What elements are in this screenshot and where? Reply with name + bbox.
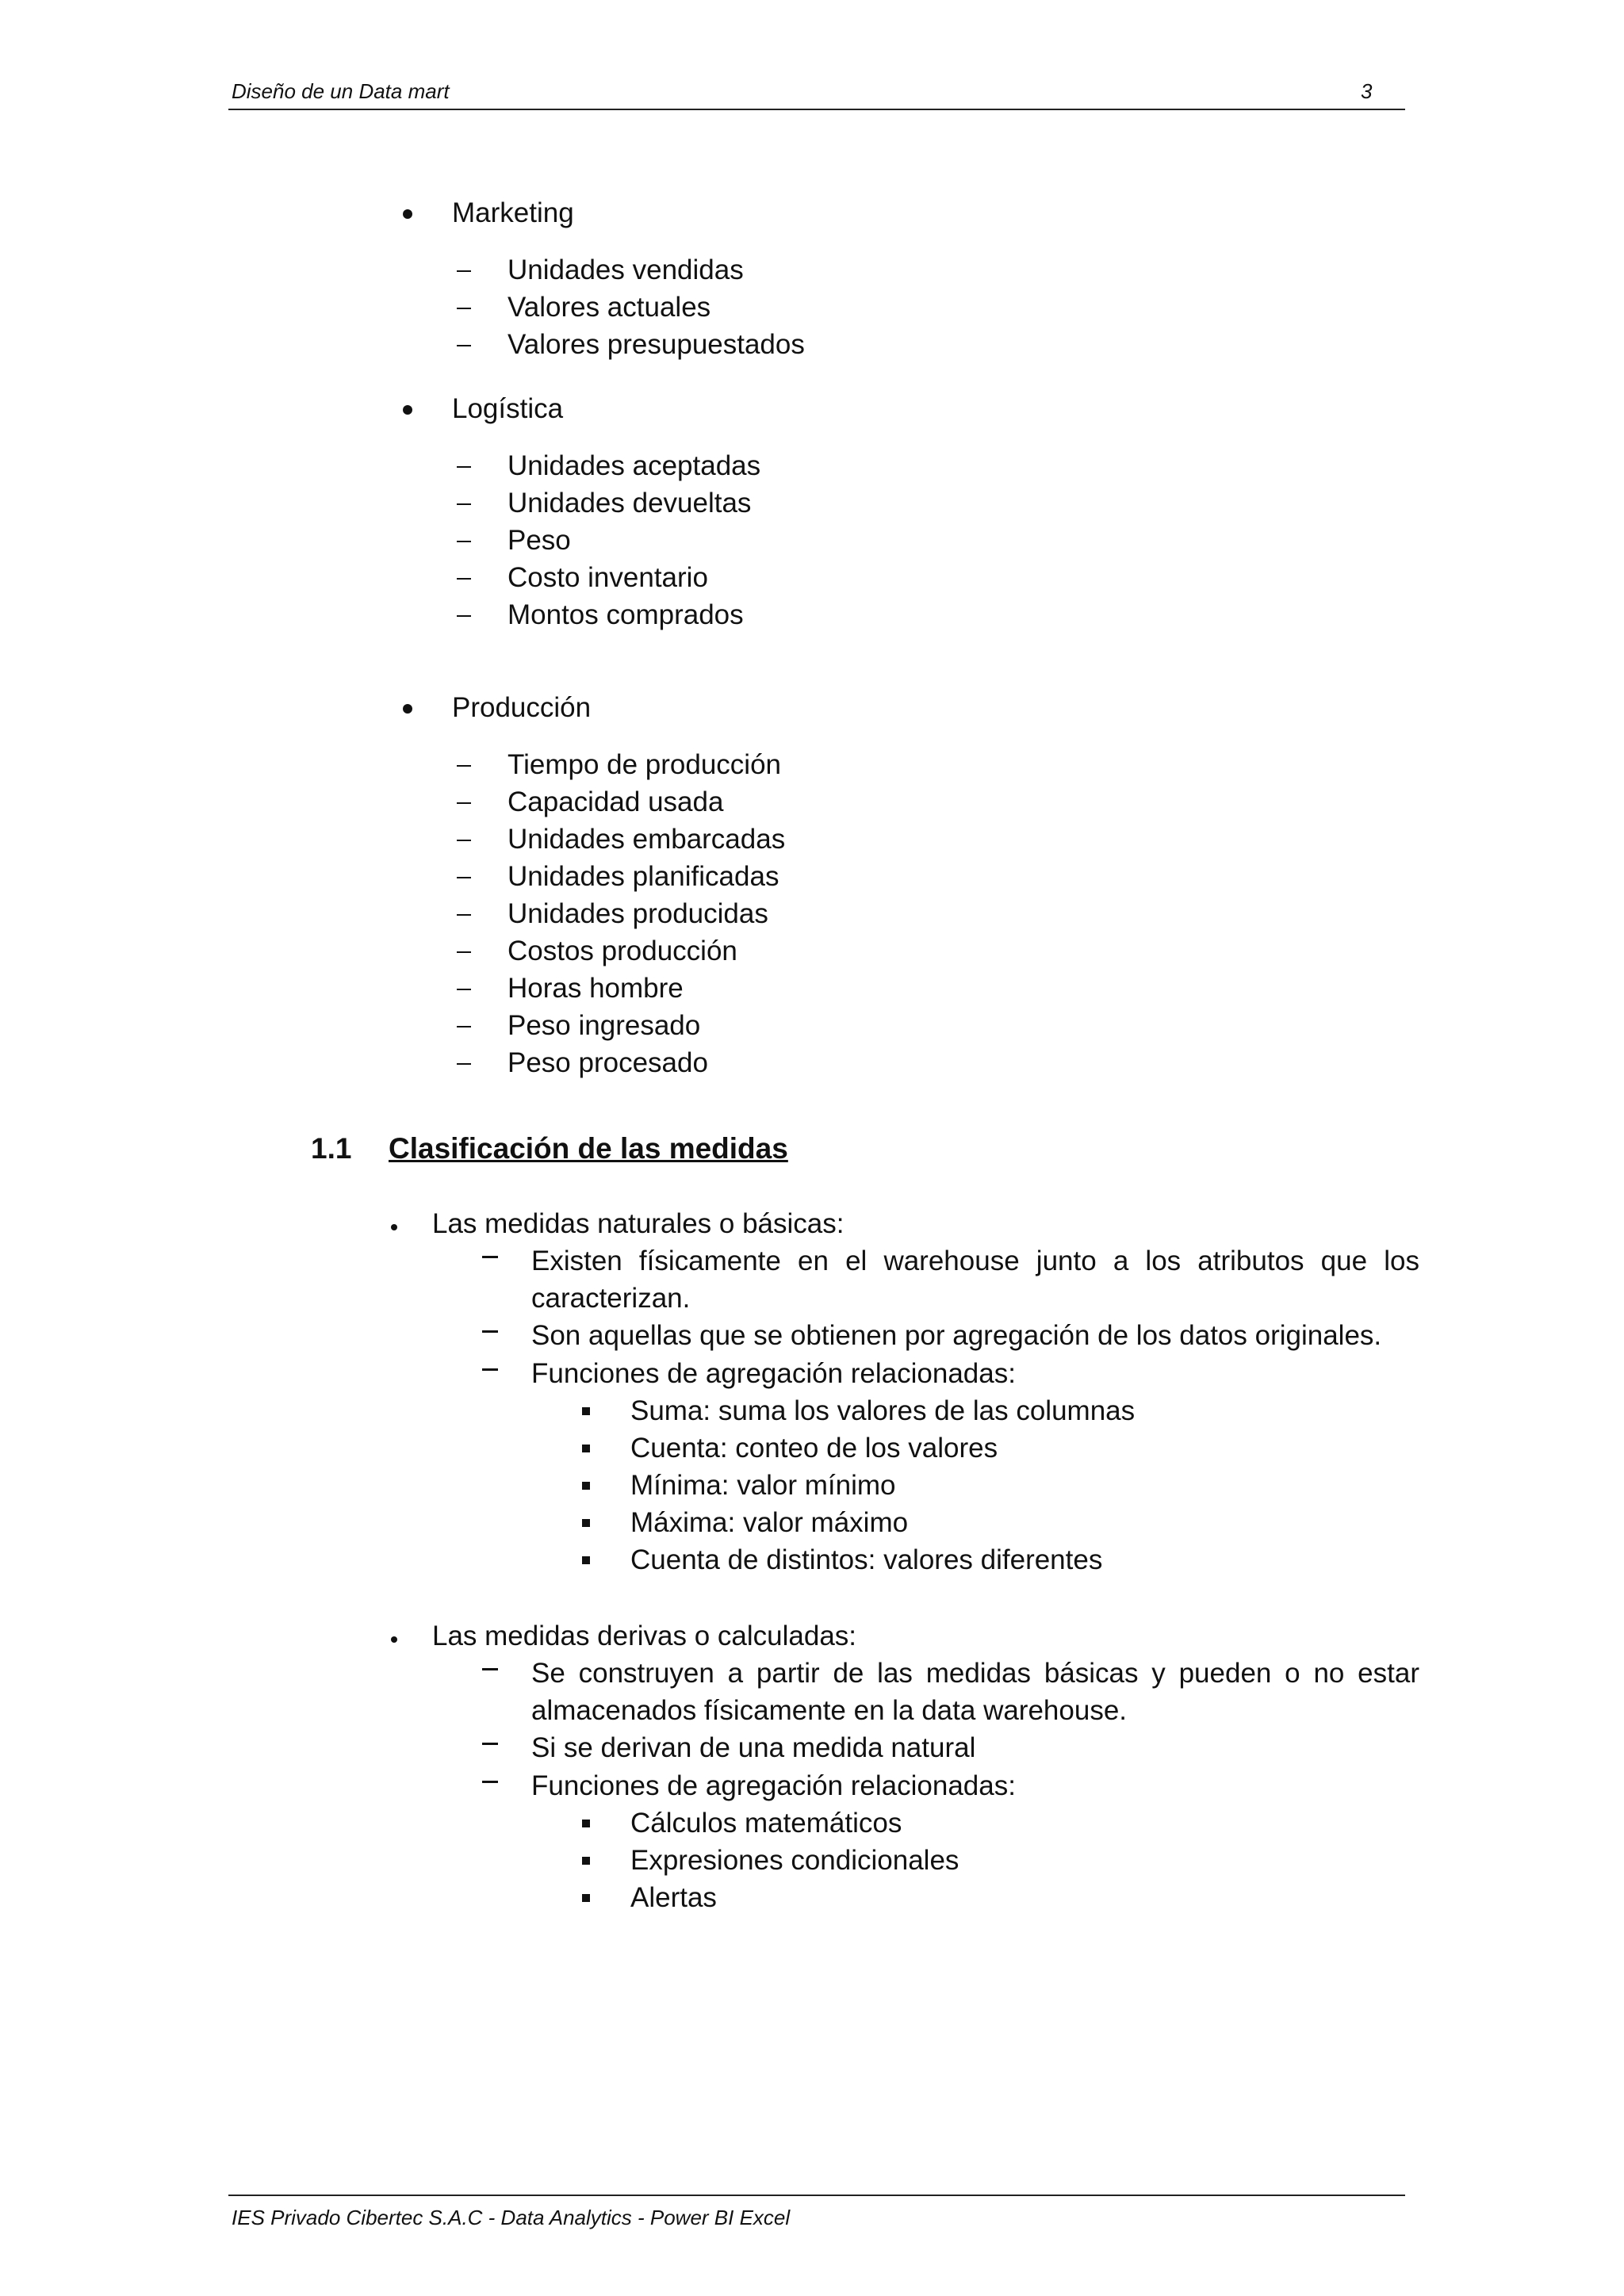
word: el bbox=[845, 1246, 868, 1276]
dash-icon bbox=[457, 503, 471, 505]
word: junto bbox=[1036, 1246, 1097, 1276]
square-bullet-icon bbox=[582, 1857, 590, 1865]
square-bullet-icon bbox=[582, 1894, 590, 1902]
group-label-produccion: Producción bbox=[452, 692, 592, 723]
dash-icon bbox=[457, 877, 471, 878]
word: Se bbox=[531, 1658, 565, 1689]
word: no bbox=[1313, 1658, 1345, 1689]
bullet-icon bbox=[403, 704, 412, 714]
footer-divider bbox=[228, 2195, 1405, 2196]
list-item: Unidades devueltas bbox=[508, 488, 752, 519]
square-bullet-icon bbox=[582, 1482, 590, 1490]
naturales-point-3: Funciones de agregación relacionadas: bbox=[531, 1358, 1016, 1389]
naturales-label: Las medidas naturales o básicas: bbox=[432, 1208, 845, 1239]
function-item: Expresiones condicionales bbox=[630, 1845, 959, 1876]
word: o bbox=[1285, 1658, 1300, 1689]
list-item: Peso bbox=[508, 525, 571, 556]
word: atributos bbox=[1197, 1246, 1304, 1276]
square-bullet-icon bbox=[582, 1445, 590, 1452]
word: los bbox=[1145, 1246, 1182, 1276]
word: básicas bbox=[1044, 1658, 1139, 1689]
function-item: Suma: suma los valores de las columnas bbox=[630, 1395, 1136, 1426]
header-divider bbox=[228, 109, 1405, 110]
dash-icon bbox=[457, 840, 471, 841]
list-item: Unidades producidas bbox=[508, 898, 768, 929]
list-item: Peso ingresado bbox=[508, 1010, 701, 1041]
dash-icon bbox=[457, 989, 471, 990]
dash-icon bbox=[482, 1668, 498, 1670]
word: construyen bbox=[578, 1658, 714, 1689]
section-number: 1.1 bbox=[311, 1132, 352, 1165]
list-item: Unidades aceptadas bbox=[508, 450, 761, 481]
dash-icon bbox=[457, 765, 471, 767]
derivadas-point-1 bbox=[531, 1655, 1419, 1692]
word: de bbox=[833, 1658, 864, 1689]
word: a bbox=[1113, 1246, 1129, 1276]
dash-icon bbox=[457, 308, 471, 309]
word: medidas bbox=[925, 1658, 1032, 1689]
dash-icon bbox=[457, 802, 471, 804]
header-title: Diseño de un Data mart bbox=[232, 79, 450, 103]
dash-icon bbox=[482, 1330, 498, 1333]
list-item: Valores actuales bbox=[508, 292, 711, 323]
derivadas-point-1-cont: almacenados físicamente en la data warehouse. bbox=[531, 1695, 1128, 1726]
word: warehouse bbox=[883, 1246, 1020, 1276]
word: partir bbox=[756, 1658, 820, 1689]
naturales-point-1 bbox=[531, 1243, 1419, 1280]
dash-icon bbox=[482, 1781, 498, 1783]
word: estar bbox=[1358, 1658, 1419, 1689]
word: en bbox=[798, 1246, 829, 1276]
naturales-point-2: Son aquellas que se obtienen por agregación de los datos originales. bbox=[531, 1320, 1382, 1351]
bullet-icon bbox=[403, 209, 412, 219]
function-item: Mínima: valor mínimo bbox=[630, 1470, 896, 1501]
list-item: Valores presupuestados bbox=[508, 329, 805, 360]
dash-icon bbox=[457, 466, 471, 468]
list-item: Unidades embarcadas bbox=[508, 824, 786, 855]
bullet-icon bbox=[391, 1224, 397, 1230]
dash-icon bbox=[457, 578, 471, 580]
list-item: Unidades vendidas bbox=[508, 254, 744, 285]
function-item: Cálculos matemáticos bbox=[630, 1808, 902, 1839]
list-item: Montos comprados bbox=[508, 599, 744, 630]
group-label-logistica: Logística bbox=[452, 393, 564, 424]
derivadas-point-3: Funciones de agregación relacionadas: bbox=[531, 1770, 1016, 1801]
square-bullet-icon bbox=[582, 1556, 590, 1564]
dash-icon bbox=[457, 914, 471, 916]
word: las bbox=[877, 1658, 913, 1689]
bullet-icon bbox=[403, 405, 412, 415]
function-item: Máxima: valor máximo bbox=[630, 1507, 909, 1538]
list-item: Unidades planificadas bbox=[508, 861, 779, 892]
list-item: Costos producción bbox=[508, 936, 737, 966]
dash-icon bbox=[482, 1256, 498, 1258]
group-label-marketing: Marketing bbox=[452, 197, 574, 228]
dash-icon bbox=[457, 345, 471, 346]
derivadas-label: Las medidas derivas o calculadas: bbox=[432, 1621, 857, 1651]
word: que bbox=[1320, 1246, 1368, 1276]
function-item: Cuenta: conteo de los valores bbox=[630, 1433, 998, 1464]
word: físicamente bbox=[638, 1246, 781, 1276]
dash-icon bbox=[457, 615, 471, 617]
dash-icon bbox=[482, 1368, 498, 1371]
list-item: Capacidad usada bbox=[508, 786, 724, 817]
square-bullet-icon bbox=[582, 1820, 590, 1827]
function-item: Cuenta de distintos: valores diferentes bbox=[630, 1544, 1103, 1575]
list-item: Tiempo de producción bbox=[508, 749, 782, 780]
dash-icon bbox=[457, 541, 471, 542]
dash-icon bbox=[457, 270, 471, 272]
list-item: Costo inventario bbox=[508, 562, 708, 593]
dash-icon bbox=[457, 1026, 471, 1027]
dash-icon bbox=[482, 1743, 498, 1745]
word: los bbox=[1384, 1246, 1419, 1276]
word: y bbox=[1151, 1658, 1166, 1689]
list-item: Peso procesado bbox=[508, 1047, 708, 1078]
bullet-icon bbox=[391, 1636, 397, 1643]
naturales-point-1-cont: caracterizan. bbox=[531, 1283, 691, 1314]
list-item: Horas hombre bbox=[508, 973, 684, 1004]
word: pueden bbox=[1178, 1658, 1272, 1689]
square-bullet-icon bbox=[582, 1519, 590, 1527]
word: a bbox=[727, 1658, 744, 1689]
footer-text: IES Privado Cibertec S.A.C - Data Analytics - Power BI Excel bbox=[232, 2206, 791, 2229]
derivadas-point-2: Si se derivan de una medida natural bbox=[531, 1732, 976, 1763]
section-title: Clasificación de las medidas bbox=[389, 1132, 788, 1165]
page-number: 3 bbox=[1361, 79, 1373, 103]
dash-icon bbox=[457, 1063, 471, 1065]
dash-icon bbox=[457, 951, 471, 953]
word: Existen bbox=[531, 1246, 622, 1276]
square-bullet-icon bbox=[582, 1407, 590, 1415]
function-item: Alertas bbox=[630, 1882, 717, 1913]
